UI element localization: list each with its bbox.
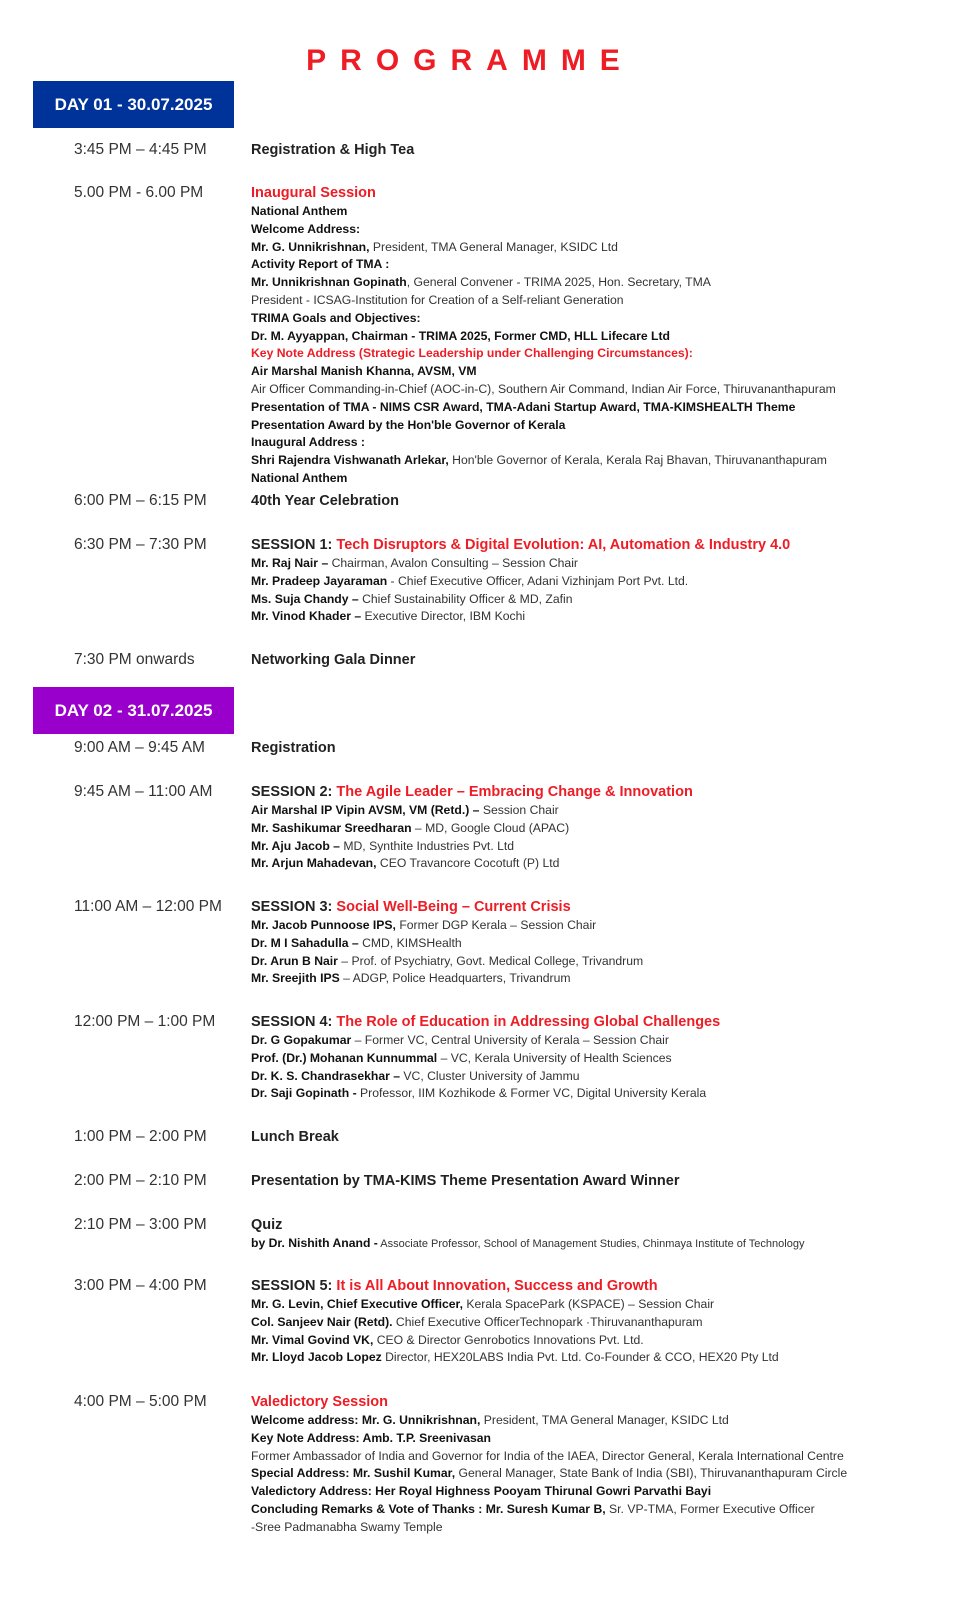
speaker-name: Dr. K. S. Chandrasekhar – (251, 1068, 401, 1083)
speaker-name: Mr. Raj Nair – (251, 556, 329, 570)
line-text: Dr. M. Ayyappan, Chairman - TRIMA 2025, Former CMD, HLL Lifecare Ltd (251, 328, 670, 343)
slot-time: 3:00 PM – 4:00 PM (74, 1277, 207, 1294)
speaker-name: Air Marshal IP Vipin AVSM, VM (Retd.) – (251, 803, 480, 817)
speaker-name: Dr. Arun B Nair (251, 953, 338, 968)
speaker-role: Sr. VP-TMA, Former Executive Officer (605, 1501, 815, 1516)
speaker-name: Mr. G. Levin, Chief Executive Officer, (251, 1297, 463, 1311)
session-prefix: SESSION 2: (251, 784, 337, 800)
speaker-role: – VC, Kerala University of Health Sciences (437, 1050, 672, 1065)
line-text: Key Note Address (Strategic Leadership under Challenging Circumstances): (251, 346, 693, 361)
speaker-name: Mr. Unnikrishnan Gopinath (251, 275, 407, 290)
line-text: Welcome Address: (251, 221, 361, 236)
slot-time: 2:10 PM – 3:00 PM (74, 1216, 207, 1233)
line-text: Former Ambassador of India and Governor for India of the IAEA, Director General, Kerala International Centre (251, 1448, 844, 1463)
session-prefix: SESSION 1: (251, 537, 337, 553)
speaker-role: CEO Travancore Cocotuft (P) Ltd (376, 856, 560, 871)
speaker-role: , General Convener - TRIMA 2025, Hon. Secretary, TMA (406, 275, 711, 290)
speaker-name: Mr. Jacob Punnoose IPS, (251, 918, 396, 932)
slot-time: 9:00 AM – 9:45 AM (74, 739, 205, 756)
speaker-role: Chief Executive OfficerTechnopark ·Thiruvananthapuram (392, 1314, 703, 1329)
session-prefix: SESSION 5: (251, 1278, 337, 1294)
speaker-name: Prof. (Dr.) Mohanan Kunnummal (251, 1050, 438, 1065)
slot-title: Valedictory Session (251, 1394, 389, 1410)
speaker-role: CEO & Director Genrobotics Innovations Pvt. Ltd. (373, 1332, 644, 1347)
speaker-name: Mr. G. Unnikrishnan, (251, 239, 370, 254)
slot-time: 6:00 PM – 6:15 PM (74, 492, 207, 509)
slot-title: Presentation by TMA-KIMS Theme Presentation Award Winner (251, 1173, 680, 1189)
line-text: National Anthem (251, 204, 348, 218)
slot-title: 40th Year Celebration (251, 493, 400, 509)
line-text: Activity Report of TMA : (251, 257, 390, 272)
speaker-name: Mr. Lloyd Jacob Lopez (251, 1350, 382, 1365)
line-text: Inaugural Address : (251, 435, 365, 450)
speaker-role: Former DGP Kerala – Session Chair (395, 918, 597, 932)
speaker-name: Special Address: Mr. Sushil Kumar, (251, 1466, 456, 1481)
speaker-role: – Prof. of Psychiatry, Govt. Medical College, Trivandrum (337, 953, 644, 968)
speaker-name: Dr. M I Sahadulla – (251, 935, 359, 950)
speaker-role: – ADGP, Police Headquarters, Trivandrum (339, 971, 571, 986)
slot-time: 9:45 AM – 11:00 AM (74, 783, 213, 800)
speaker-role: Director, HEX20LABS India Pvt. Ltd. Co-Founder & CCO, HEX20 Pty Ltd (381, 1350, 779, 1365)
speaker-name: Welcome address: Mr. G. Unnikrishnan, (251, 1413, 481, 1427)
day2-banner: DAY 02 - 31.07.2025 (33, 687, 234, 734)
speaker-name: Dr. G Gopakumar (251, 1033, 352, 1047)
slot-time: 5.00 PM - 6.00 PM (74, 184, 204, 201)
speaker-role: VC, Cluster University of Jammu (400, 1068, 580, 1083)
session-title: Social Well-Being – Current Crisis (336, 899, 571, 915)
slot-time: 6:30 PM – 7:30 PM (74, 536, 207, 553)
speaker-role: President, TMA General Manager, KSIDC Ltd (480, 1413, 729, 1427)
day1-banner: DAY 01 - 30.07.2025 (33, 81, 234, 128)
speaker-name: Mr. Sashikumar Sreedharan (251, 820, 412, 835)
speaker-role: Associate Professor, School of Management Studies, Chinmaya Institute of Technology (377, 1238, 805, 1250)
session-prefix: SESSION 3: (251, 899, 337, 915)
line-text: -Sree Padmanabha Swamy Temple (251, 1519, 443, 1534)
speaker-name: Concluding Remarks & Vote of Thanks : Mr. Suresh Kumar B, (251, 1501, 606, 1516)
speaker-role: General Manager, State Bank of India (SBI), Thiruvananthapuram Circle (455, 1466, 848, 1481)
slot-time: 2:00 PM – 2:10 PM (74, 1172, 207, 1189)
speaker-name: Shri Rajendra Vishwanath Arlekar, (251, 453, 449, 468)
line-text: Valedictory Address: Her Royal Highness Pooyam Thirunal Gowri Parvathi Bayi (251, 1484, 712, 1499)
session-title: The Role of Education in Addressing Global Challenges (336, 1014, 721, 1030)
speaker-role: - Chief Executive Officer, Adani Vizhinjam Port Pvt. Ltd. (387, 573, 689, 588)
line-text: Key Note Address: Amb. T.P. Sreenivasan (251, 1430, 491, 1445)
speaker-role: Executive Director, IBM Kochi (361, 609, 526, 624)
line-text: Air Marshal Manish Khanna, AVSM, VM (251, 364, 477, 379)
page-title: PROGRAMME (306, 44, 634, 77)
slot-time: 1:00 PM – 2:00 PM (74, 1128, 207, 1145)
slot-title: Inaugural Session (251, 185, 376, 201)
slot-time: 7:30 PM onwards (74, 651, 195, 668)
speaker-role: – Former VC, Central University of Kerala – Session Chair (351, 1033, 669, 1047)
session-title: The Agile Leader – Embracing Change & Innovation (336, 784, 693, 800)
speaker-name: Mr. Arjun Mahadevan, (251, 856, 377, 871)
speaker-name: Mr. Pradeep Jayaraman (251, 573, 388, 588)
speaker-name: Mr. Aju Jacob – (251, 838, 340, 853)
speaker-role: Kerala SpacePark (KSPACE) – Session Chair (463, 1297, 715, 1311)
speaker-name: Mr. Vimal Govind VK, (251, 1332, 374, 1347)
slot-time: 3:45 PM – 4:45 PM (74, 141, 207, 158)
slot-title: Quiz (251, 1217, 283, 1233)
slot-time: 11:00 AM – 12:00 PM (74, 898, 222, 915)
speaker-name: Dr. Saji Gopinath - (251, 1086, 357, 1101)
session-prefix: SESSION 4: (251, 1014, 337, 1030)
session-title: Tech Disruptors & Digital Evolution: AI, Automation & Industry 4.0 (336, 537, 791, 553)
speaker-role: Professor, IIM Kozhikode & Former VC, Digital University Kerala (356, 1086, 707, 1101)
speaker-role: President, TMA General Manager, KSIDC Ltd (369, 239, 618, 254)
line-text: Presentation of TMA - NIMS CSR Award, TMA-Adani Startup Award, TMA-KIMSHEALTH Theme (251, 399, 796, 414)
line-text: Presentation Award by the Hon'ble Governor of Kerala (251, 417, 566, 432)
slot-title: Registration (251, 740, 336, 756)
speaker-name: Mr. Vinod Khader – (251, 609, 362, 624)
speaker-role: Chairman, Avalon Consulting – Session Chair (328, 556, 578, 570)
line-text: Air Officer Commanding-in-Chief (AOC-in-C), Southern Air Command, Indian Air Force, Thiruvananthapuram (251, 381, 836, 396)
speaker-role: MD, Synthite Industries Pvt. Ltd (339, 838, 515, 853)
slot-title: Networking Gala Dinner (251, 652, 416, 668)
speaker-role: – MD, Google Cloud (APAC) (411, 820, 570, 835)
slot-title: Lunch Break (251, 1129, 339, 1145)
speaker-role: Hon'ble Governor of Kerala, Kerala Raj Bhavan, Thiruvananthapuram (448, 453, 827, 468)
line-text: President - ICSAG-Institution for Creation of a Self-reliant Generation (251, 292, 624, 307)
speaker-role: Chief Sustainability Officer & MD, Zafin (358, 591, 573, 606)
speaker-name: by Dr. Nishith Anand - (251, 1236, 378, 1250)
speaker-name: Ms. Suja Chandy – (251, 591, 359, 606)
line-text: TRIMA Goals and Objectives: (251, 310, 421, 325)
speaker-role: CMD, KIMSHealth (358, 935, 462, 950)
speaker-name: Mr. Sreejith IPS (251, 971, 340, 986)
session-title: It is All About Innovation, Success and Growth (336, 1278, 658, 1294)
speaker-name: Col. Sanjeev Nair (Retd). (251, 1314, 393, 1329)
slot-title: Registration & High Tea (251, 142, 415, 158)
slot-time: 12:00 PM – 1:00 PM (74, 1013, 216, 1030)
line-text: National Anthem (251, 470, 348, 485)
slot-time: 4:00 PM – 5:00 PM (74, 1393, 207, 1410)
speaker-role: Session Chair (479, 803, 559, 817)
